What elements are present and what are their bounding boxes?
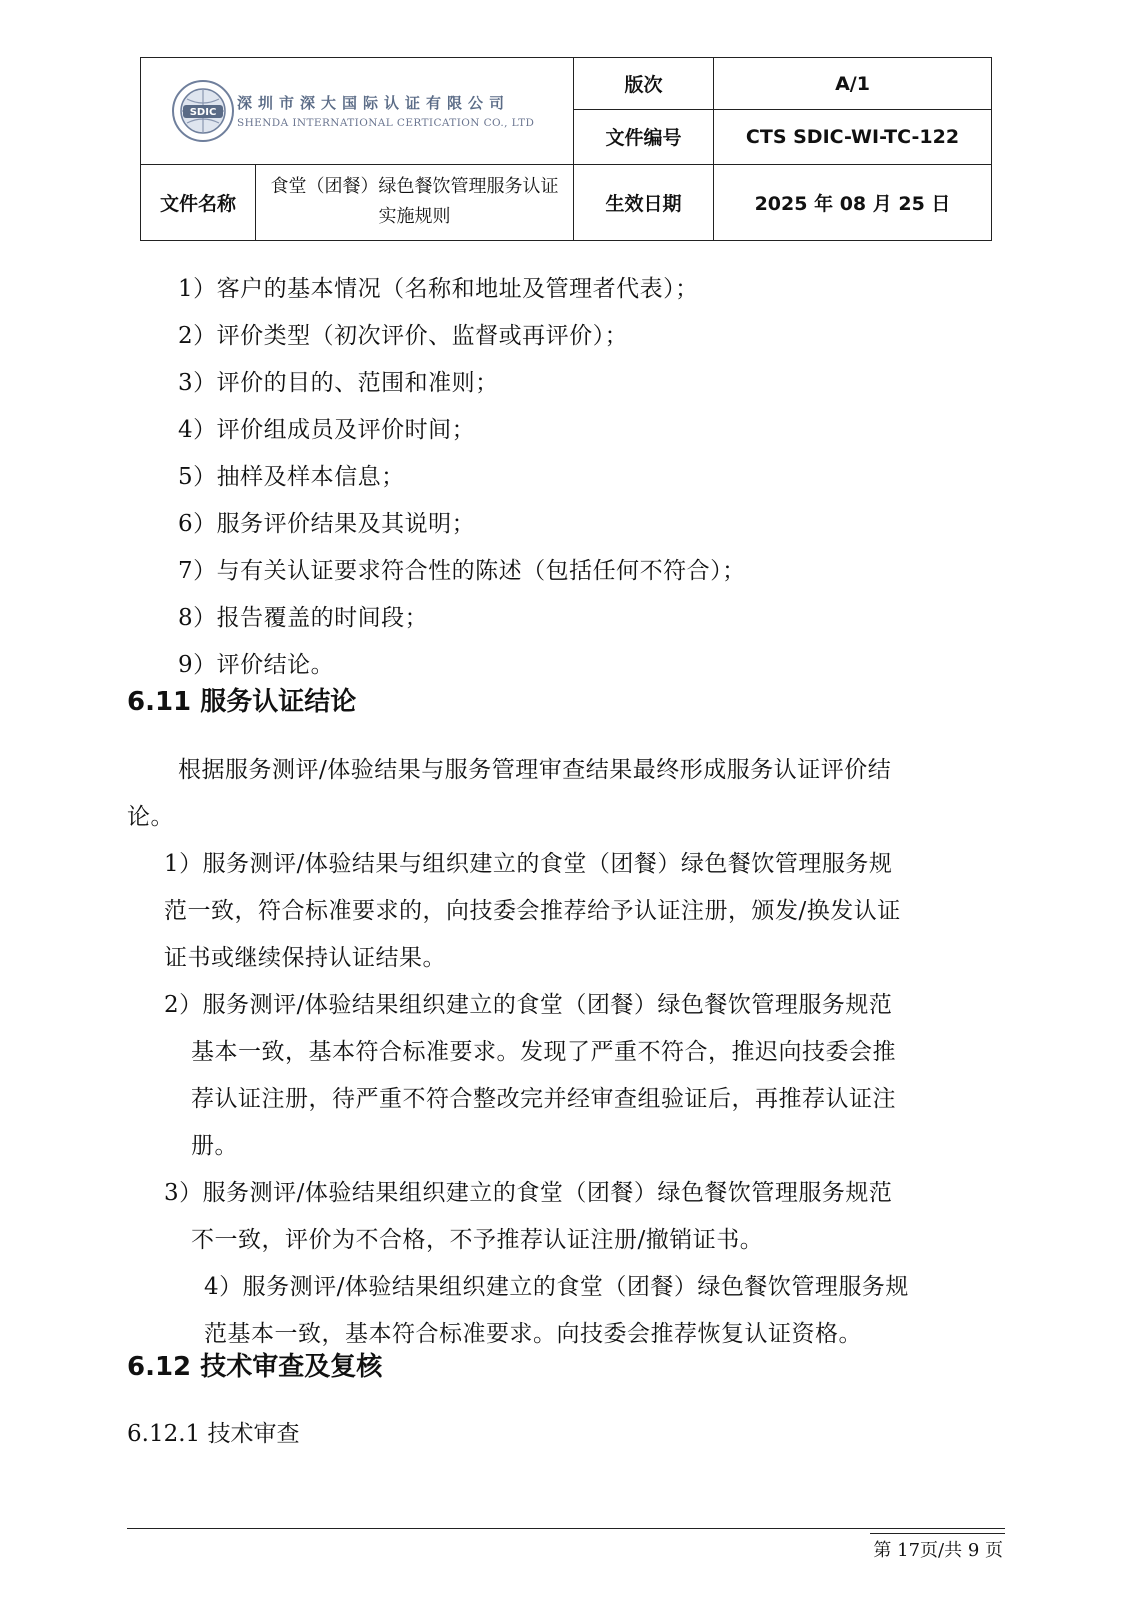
docno-value: CTS SDIC-WI-TC-122 [714,110,992,164]
document-header-table [140,57,992,241]
logo-text: SDIC [189,106,217,118]
effective-value: 2025 年 08 月 25 日 [714,164,992,240]
paragraph-line: 证书或继续保持认证结果。 [164,945,446,971]
effective-label: 生效日期 [574,164,714,240]
section-heading-6-11: 6.11 服务认证结论 [127,687,357,717]
paragraph-line: 3）服务测评/体验结果组织建立的食堂（团餐）绿色餐饮管理服务规范 [164,1180,893,1206]
paragraph-line: 论。 [127,804,174,830]
paragraph-line: 范基本一致，基本符合标准要求。向技委会推荐恢复认证资格。 [204,1321,862,1347]
paragraph-line: 2）服务测评/体验结果组织建立的食堂（团餐）绿色餐饮管理服务规范 [164,992,893,1018]
list-item: 8）报告覆盖的时间段； [178,605,429,631]
company-logo-icon [171,79,235,143]
footer-divider-short [870,1533,1005,1534]
paragraph-line: 不一致，评价为不合格，不予推荐认证注册/撤销证书。 [191,1227,764,1253]
paragraph-line: 荐认证注册，待严重不符合整改完并经审查组验证后，再推荐认证注 [191,1086,896,1112]
paragraph-line: 册。 [191,1133,238,1159]
docno-label: 文件编号 [574,110,714,164]
version-value: A/1 [714,58,992,110]
list-item: 1）客户的基本情况（名称和地址及管理者代表）； [178,276,699,302]
paragraph-line: 范一致，符合标准要求的，向技委会推荐给予认证注册，颁发/换发认证 [164,898,901,924]
list-item: 5）抽样及样本信息； [178,464,405,490]
subsection-heading-6-12-1: 6.12.1 技术审查 [127,1421,300,1447]
section-heading-6-12: 6.12 技术审查及复核 [127,1352,383,1382]
docname-label: 文件名称 [141,164,256,240]
list-item: 7）与有关认证要求符合性的陈述（包括任何不符合）； [178,558,746,584]
company-name-en: SHENDA INTERNATIONAL CERTICATION CO., LTD [237,117,535,130]
paragraph-line: 4）服务测评/体验结果组织建立的食堂（团餐）绿色餐饮管理服务规 [204,1274,909,1300]
list-item: 4）评价组成员及评价时间； [178,417,476,443]
page-number: 第 17页/共 9 页 [873,1540,1003,1561]
paragraph-line: 1）服务测评/体验结果与组织建立的食堂（团餐）绿色餐饮管理服务规 [164,851,893,877]
paragraph-line: 基本一致，基本符合标准要求。发现了严重不符合，推迟向技委会推 [191,1039,896,1065]
list-item: 3）评价的目的、范围和准则； [178,370,499,396]
list-item: 2）评价类型（初次评价、监督或再评价）； [178,323,629,349]
logo-cell [141,58,574,165]
paragraph-line: 根据服务测评/体验结果与服务管理审查结果最终形成服务认证评价结 [178,757,892,783]
version-label: 版次 [574,58,714,110]
docname-value: 食堂（团餐）绿色餐饮管理服务认证实施规则 [256,164,574,240]
list-item: 9）评价结论。 [178,652,335,678]
company-name-cn: 深圳市深大国际认证有限公司 [237,94,511,113]
footer-divider [127,1528,1005,1529]
list-item: 6）服务评价结果及其说明； [178,511,476,537]
